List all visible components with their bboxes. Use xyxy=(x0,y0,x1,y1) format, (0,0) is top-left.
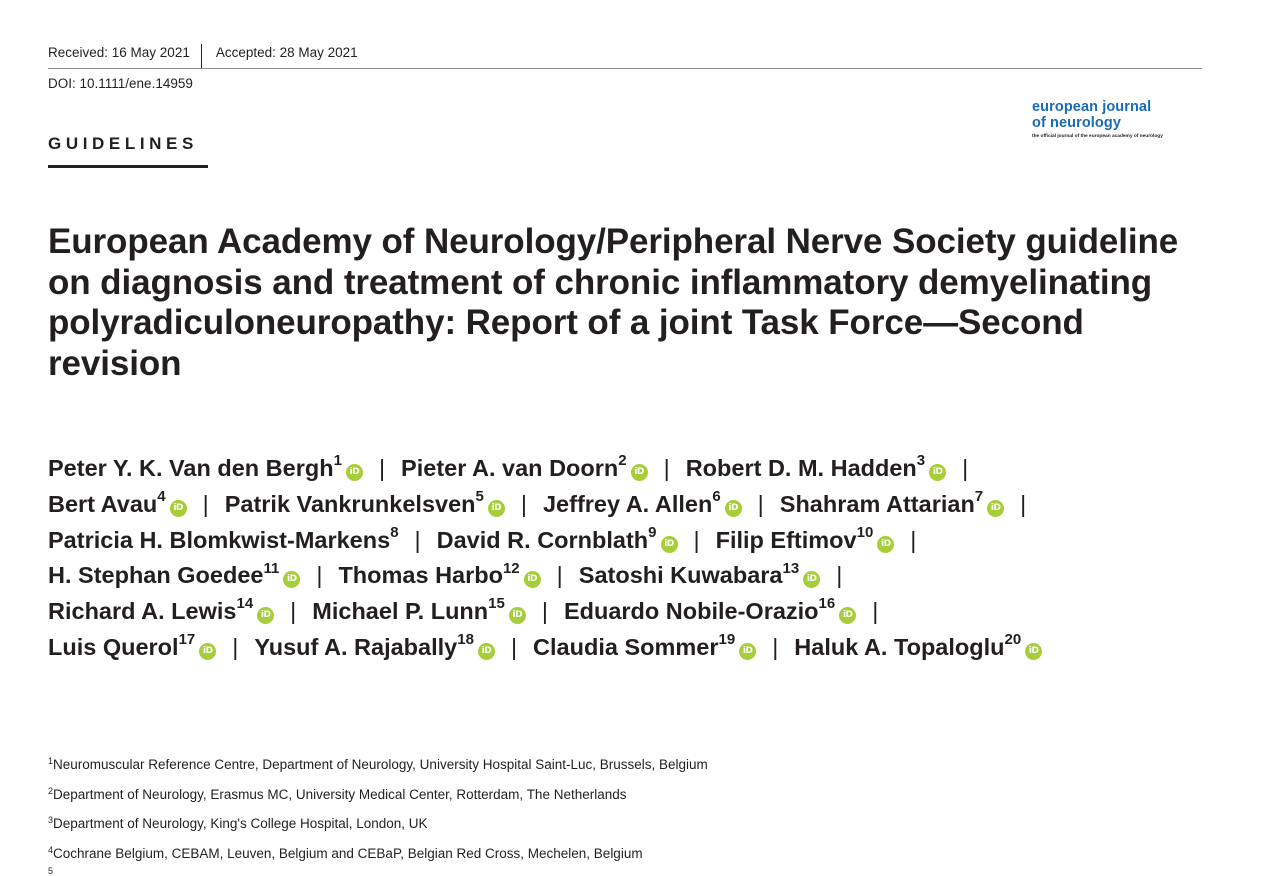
affiliation-list xyxy=(48,750,1198,868)
orcid-icon[interactable]: iD xyxy=(1025,643,1042,660)
affiliation-ref[interactable]: 12 xyxy=(502,559,520,577)
orcid-icon[interactable]: iD xyxy=(725,500,742,517)
author-separator: | xyxy=(510,633,518,660)
author[interactable] xyxy=(685,452,946,481)
affiliation-ref[interactable]: 3 xyxy=(916,452,926,470)
affiliation-ref[interactable]: 4 xyxy=(157,487,166,505)
author-separator: | xyxy=(414,526,421,553)
orcid-icon[interactable]: iD xyxy=(877,536,894,553)
affiliation-ref[interactable]: 15 xyxy=(488,595,505,613)
author[interactable] xyxy=(578,559,820,589)
affiliation-text: Neuromuscular Reference Centre, Department of Neurology, University Hospital Saint-Luc, Brussels, Belgium xyxy=(53,757,708,772)
author-name: Claudia Sommer xyxy=(533,633,719,660)
dates-row xyxy=(48,44,1202,69)
affiliation-text: Cochrane Belgium, CEBAM, Leuven, Belgium and CEBaP, Belgian Red Cross, Mechelen, Belgium xyxy=(53,845,643,861)
author-line xyxy=(48,594,1198,630)
author-separator: | xyxy=(693,526,700,553)
author-separator: | xyxy=(1020,490,1027,517)
affiliation-ref[interactable]: 16 xyxy=(818,595,836,613)
affiliation xyxy=(48,750,1198,780)
author-name: Pieter A. van Doorn xyxy=(401,455,619,481)
orcid-icon[interactable]: iD xyxy=(929,464,946,481)
author[interactable] xyxy=(794,631,1042,660)
author[interactable] xyxy=(48,487,187,517)
orcid-icon[interactable]: iD xyxy=(346,464,363,481)
author[interactable] xyxy=(254,631,495,660)
author-list xyxy=(48,451,1198,666)
author-name: Jeffrey A. Allen xyxy=(542,490,713,517)
orcid-icon[interactable]: iD xyxy=(283,571,300,588)
author-name: Patrik Vankrunkelsven xyxy=(224,490,476,517)
affiliation-ref[interactable]: 8 xyxy=(390,523,399,541)
author[interactable] xyxy=(312,595,526,625)
article-first-page xyxy=(48,0,1202,874)
affiliation xyxy=(48,839,1198,869)
affiliation-ref[interactable]: 7 xyxy=(974,487,984,505)
author-name: Filip Eftimov xyxy=(715,526,857,553)
affiliation-ref[interactable]: 13 xyxy=(782,559,800,577)
affiliation-ref[interactable]: 1 xyxy=(333,452,342,470)
section-label: GUIDELINES xyxy=(48,134,198,153)
affiliation-ref[interactable]: 5 xyxy=(475,487,484,505)
author-separator: | xyxy=(910,526,917,553)
orcid-icon[interactable]: iD xyxy=(488,500,505,517)
orcid-icon[interactable]: iD xyxy=(661,536,678,553)
author-separator: | xyxy=(836,562,843,589)
accepted-date: Accepted: 28 May 2021 xyxy=(215,45,358,60)
author-name: Shahram Attarian xyxy=(779,490,975,517)
author[interactable] xyxy=(401,452,648,481)
affiliation-ref[interactable]: 19 xyxy=(718,631,736,649)
author[interactable] xyxy=(715,523,895,553)
author[interactable] xyxy=(533,631,756,660)
affiliation-ref[interactable]: 17 xyxy=(178,631,196,649)
author-line xyxy=(48,451,1198,487)
affiliation-ref[interactable]: 18 xyxy=(457,631,474,649)
author-name: H. Stephan Goedee xyxy=(48,562,264,589)
article-title: European Academy of Neurology/Peripheral Nerve Society guideline on diagnosis and treatment of chronic inflammatory demyelinating polyradiculoneuropathy: Report of a joint Task Force—Second revision xyxy=(48,222,1179,383)
author-name: Satoshi Kuwabara xyxy=(578,562,783,589)
author-separator: | xyxy=(962,455,969,481)
author[interactable] xyxy=(779,487,1004,517)
affiliation xyxy=(48,809,1198,839)
affiliation xyxy=(48,780,1198,810)
journal-logo[interactable] xyxy=(1032,99,1202,139)
journal-tagline: the official journal of the european academy of neurology xyxy=(1032,134,1163,139)
author-name: Patricia H. Blomkwist-Markens xyxy=(48,526,391,553)
author[interactable] xyxy=(436,523,678,553)
orcid-icon[interactable]: iD xyxy=(739,643,756,660)
orcid-icon[interactable]: iD xyxy=(839,607,856,624)
author-name: Haluk A. Topaloglu xyxy=(794,633,1005,660)
affiliation-cut-off: 5 xyxy=(48,866,54,876)
section-rule xyxy=(48,165,208,168)
author[interactable] xyxy=(224,487,505,517)
author-separator: | xyxy=(290,598,297,625)
author-separator: | xyxy=(541,598,548,625)
orcid-icon[interactable]: iD xyxy=(524,571,541,588)
author-separator: | xyxy=(772,633,779,660)
author[interactable] xyxy=(542,487,742,517)
orcid-icon[interactable]: iD xyxy=(257,607,274,624)
affiliation-ref[interactable]: 11 xyxy=(263,559,280,577)
orcid-icon[interactable]: iD xyxy=(509,607,526,624)
author-separator: | xyxy=(872,598,879,625)
author-separator: | xyxy=(378,455,386,481)
author-name: Robert D. M. Hadden xyxy=(685,455,917,481)
affiliation-ref[interactable]: 6 xyxy=(712,487,721,505)
author-separator: | xyxy=(556,562,563,589)
orcid-icon[interactable]: iD xyxy=(631,464,648,481)
author[interactable] xyxy=(48,452,363,481)
affiliation-text: Department of Neurology, King's College Hospital, London, UK xyxy=(53,816,428,831)
author-name: Richard A. Lewis xyxy=(48,598,237,625)
affiliation-ref[interactable]: 10 xyxy=(856,523,874,541)
author-separator: | xyxy=(757,490,764,517)
author-name: Michael P. Lunn xyxy=(312,598,489,625)
affiliation-number: 3 xyxy=(48,815,54,825)
author[interactable] xyxy=(48,631,216,660)
affiliation-text: Department of Neurology, Erasmus MC, University Medical Center, Rotterdam, The Netherlands xyxy=(53,786,627,802)
author-line xyxy=(48,487,1198,523)
author[interactable] xyxy=(48,559,300,589)
author[interactable] xyxy=(48,595,274,625)
author-name: Peter Y. K. Van den Bergh xyxy=(48,455,334,481)
author-separator: | xyxy=(232,633,239,660)
author-line xyxy=(48,558,1198,594)
author-name: Luis Querol xyxy=(48,633,179,660)
author-name: Bert Avau xyxy=(48,490,158,517)
author[interactable] xyxy=(563,595,856,625)
orcid-icon[interactable]: iD xyxy=(987,500,1004,517)
author-name: Eduardo Nobile-Orazio xyxy=(563,598,819,625)
affiliation-number: 1 xyxy=(48,756,54,766)
author-separator: | xyxy=(663,455,670,481)
journal-logo-line2: of neurology xyxy=(1032,115,1121,131)
affiliation-number: 2 xyxy=(48,785,54,796)
author-name: Thomas Harbo xyxy=(338,562,503,589)
orcid-icon[interactable]: iD xyxy=(803,571,820,588)
orcid-icon[interactable]: iD xyxy=(170,500,187,517)
journal-logo-line1: european journal xyxy=(1032,99,1152,115)
affiliation-ref[interactable]: 14 xyxy=(236,595,254,613)
author-name: Yusuf A. Rajabally xyxy=(254,633,458,660)
affiliation-number: 4 xyxy=(48,844,54,855)
received-date: Received: 16 May 2021 xyxy=(48,44,202,68)
author-separator: | xyxy=(520,490,527,517)
affiliation-ref[interactable]: 2 xyxy=(618,452,627,470)
affiliation-ref[interactable]: 9 xyxy=(648,523,657,541)
author-separator: | xyxy=(316,562,323,589)
author[interactable] xyxy=(48,523,399,553)
author-line xyxy=(48,630,1198,666)
author-separator: | xyxy=(202,490,209,517)
author-line xyxy=(48,523,1198,559)
affiliation-ref[interactable]: 20 xyxy=(1004,631,1022,649)
orcid-icon[interactable]: iD xyxy=(478,643,495,660)
author[interactable] xyxy=(338,559,540,589)
doi[interactable]: DOI: 10.1111/ene.14959 xyxy=(48,76,193,91)
orcid-icon[interactable]: iD xyxy=(199,643,216,660)
author-name: David R. Cornblath xyxy=(436,526,649,553)
